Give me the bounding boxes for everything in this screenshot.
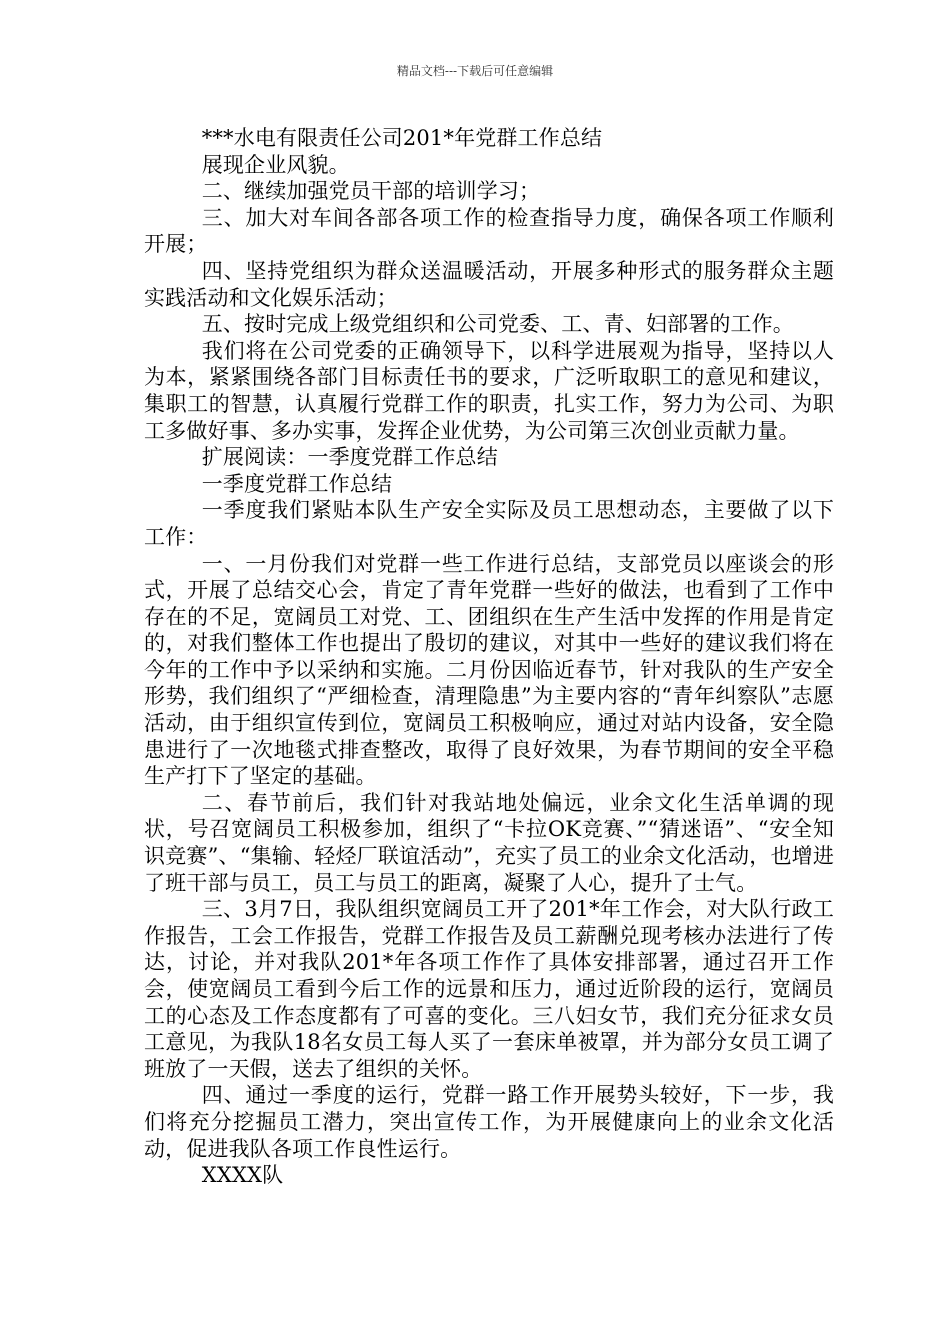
paragraph: 展现企业风貌。 [201,152,350,177]
paragraph: 一季度我们紧贴本队生产安全实际及员工思想动态，主要做了以下工作： [144,498,834,549]
document-body [144,125,834,1189]
page-header: 精品文档---下载后可任意编辑 [396,64,554,78]
section-heading: 扩展阅读：一季度党群工作总结 [201,445,498,470]
paragraph: 三、加大对车间各部各项工作的检查指导力度，确保各项工作顺利开展； [144,205,834,257]
paragraph: 二、春节前后，我们针对我站地处偏远，业余文化生活单调的现状，号召宽阔员工积极参加，组织了“卡拉OK竞赛、”“猜迷语”、“安全知识竞赛”、“集输、轻烃厂联谊活动”，充实了员工的业余文化活动，也增进了班干部与员工，员工与员工的距离，凝聚了人心，提升了士气。 [144,790,834,895]
paragraph: 二、继续加强党员干部的培训学习； [201,179,541,204]
paragraph: 五、按时完成上级党组织和公司党委、工、青、妇部署的工作。 [201,312,794,337]
paragraph: 我们将在公司党委的正确领导下，以科学进展观为指导，坚持以人为本，紧紧围绕各部门目标责任书的要求，广泛听取职工的意见和建议，集职工的智慧，认真履行党群工作的职责，扎实工作，努力为公司、为职工多做好事、多办实事，发挥企业优势，为公司第三次创业贡献力量。 [144,338,834,443]
paragraph: 三、3月7日，我队组织宽阔员工开了201*年工作会，对大队行政工作报告，工会工作报告，党群工作报告及员工薪酬兑现考核办法进行了传达，讨论，并对我队201*年各项工作作了具体安排部署，通过召开工作会，使宽阔员工看到今后工作的远景和压力，通过近阶段的运行，宽阔员工的心态及工作态度都有了可喜的变化。三八妇女节，我们充分征求女员工意见，为我队18名女员工每人买了一套床单被罩，并为部分女员工调了班放了一天假，送去了组织的关怀。 [144,897,834,1081]
paragraph: 一、一月份我们对党群一些工作进行总结，支部党员以座谈会的形式，开展了总结交心会，肯定了青年党群一些好的做法，也看到了工作中存在的不足，宽阔员工对党、工、团组织在生产生活中发挥的作用是肯定的，对我们整体工作也提出了殷切的建议，对其中一些好的建议我们将在今年的工作中予以采纳和实施。二月份因临近春节，针对我队的生产安全形势，我们组织了“严细检查，清理隐患”为主要内容的“青年纠察队”志愿活动，由于组织宣传到位，宽阔员工积极响应，通过对站内设备，安全隐患进行了一次地毯式排查整改，取得了良好效果，为春节期间的安全平稳生产打下了坚定的基础。 [144,551,834,789]
document-title: ***水电有限责任公司201*年党群工作总结 [201,126,603,150]
paragraph: 四、通过一季度的运行，党群一路工作开展势头较好，下一步，我们将充分挖掘员工潜力，突出宣传工作，为开展健康向上的业余文化活动，促进我队各项工作良性运行。 [144,1083,834,1161]
signature: XXXX队 [201,1163,284,1188]
paragraph: 四、坚持党组织为群众送温暖活动，开展多种形式的服务群众主题实践活动和文化娱乐活动； [144,258,834,310]
section-heading: 一季度党群工作总结 [201,471,393,496]
